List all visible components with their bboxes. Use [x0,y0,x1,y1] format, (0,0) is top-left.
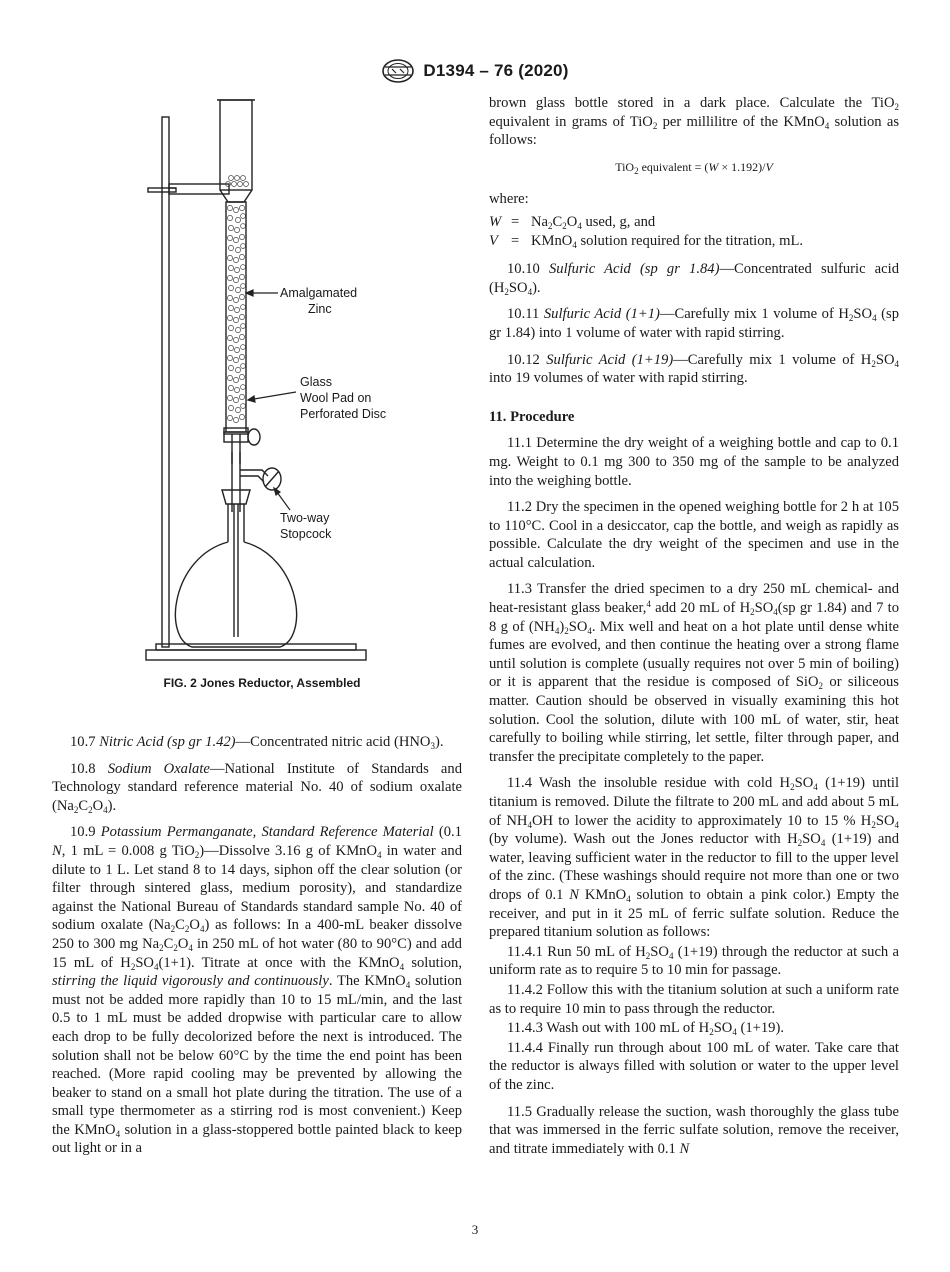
jones-reductor-figure [62,92,462,692]
para-11-3: 11.3 Transfer the dried specimen to a dry 250 mL chemical- and heat-resistant glass beaker,$^4$ add 20 mL of $H_2SO_4(sp$ gr 1.84) and 7 to 8 g of $(NH_4)_2SO_4$. Mix well and heat on a hot plate until dense white fumes are evolved, and then continue the heating over a strong flame until solution is complete (usually requires not over 5 min of boiling) or it is apparent that the residue is composed of SiO$_2$ or siliceous matter. Caution should be observed in visually examining this hot solution. Cool the solution, dilute with 100 mL of water, stir, heat carefully to boiling while stirring, let settle, filter through paper, and transfer the precipitate completely to the paper. [489,581,900,765]
document-id: D1394 – 76 (2020) [423,61,569,80]
where-v: V = KMnO$_4$ solution required for the titration, mL. [489,232,804,250]
receiving-flask [175,542,296,647]
para-11-4-1: 11.4.1 Run 50 mL of $H_2SO_4$ (1+19) through the reductor at such a uniform rate as to require 5 to 10 min for passage. [489,943,899,979]
page-number: 3 [471,1222,479,1237]
para-10-8: 10.8 Sodium Oxalate—National Institute of Standards and Technology standard reference material No. 40 of sodium oxalate $(Na_2C_2O_4)$. [52,760,462,815]
para-11-4-3: 11.4.3 Wash out with 100 mL of $H_2SO_4$ (1+19). [507,1020,784,1038]
astm-logo-icon [381,58,415,84]
para-11-4: 11.4 Wash the insoluble residue with cold $H_2SO_4$ (1+19) until titanium is removed. Dilute the filtrate to 200 mL and add about 5 mL of $NH_4OH$ to lower the acidity to approximately 10 to 15 % $H_2SO_4$ (by volume). Wash out the Jones reductor with $H_2SO_4$ (1+19) and water, leaving sufficient water in the reductor to fill to the upper level of the zinc. (These washings should require not more than one or two drops of 0.1 N KMnO$_4$ solution to obtain a pink color.) Empty the receiver, and put in it 25 mL of ferric sulfate solution. Reduce the prepared titanium solution as follows: [489,775,900,941]
where-label: where: [489,191,529,208]
para-11-2: 11.2 Dry the specimen in the opened weighing bottle for 2 h at 105 to 110°C. Cool in a desiccator, cap the bottle, and weigh as rapidly as possible. Calculate the dry weight of the specimen and use in the actual calculation. [489,499,899,571]
stand-rod [162,117,169,647]
left-column [52,733,462,1166]
label-two-way: Two-way [280,511,330,525]
para-11-1: 11.1 Determine the dry weight of a weighing bottle and cap to 0.1 mg. Weight to 0.1 mg 300 to 350 mg of the sample to be analyzed into the weighing bottle. [489,435,899,489]
label-zinc: Zinc [308,302,332,316]
label-stopcock: Stopcock [280,527,332,541]
label-glass: Glass [300,375,332,389]
label-amalgamated: Amalgamated [280,286,358,300]
figure-caption: FIG. 2 Jones Reductor, Assembled [163,676,361,690]
tio2-equation: TiO$_2$ equivalent = (W × 1.192)/V [615,159,773,176]
para-10-12: 10.12 Sulfuric Acid (1+19)—Carefully mix 1 volume of $H_2SO_4$ into 19 volumes of water with rapid stirring. [489,351,900,387]
para-11-5: 11.5 Gradually release the suction, wash thoroughly the glass tube that was immersed in the ferric sulfate solution, remove the receiver, and titrate immediately with 0.1 N [489,1103,899,1157]
para-continued: brown glass bottle stored in a dark place. Calculate the TiO$_2$ equivalent in grams of TiO$_2$ per millilitre of the KMnO$_4$ solution as follows: [489,95,899,149]
para-10-11: 10.11 Sulfuric Acid (1+1)—Carefully mix 1 volume of $H_2SO_4$ (sp gr 1.84) into 1 volume of water with rapid stirring. [489,306,899,341]
stand-base [146,650,366,660]
funnel [220,100,252,190]
para-10-10: 10.10 Sulfuric Acid (sp gr 1.84)—Concentrated sulfuric acid $(H_2SO_4)$. [489,261,899,297]
where-w: W = $Na_2C_2O_4$ used, g, and [489,213,656,231]
label-wool-pad: Wool Pad on [300,391,372,405]
label-perforated-disc: Perforated Disc [300,407,387,421]
para-11-4-4: 11.4.4 Finally run through about 100 mL of water. Take care that the reductor is always filled with solution or water to the upper level of the zinc. [489,1039,899,1093]
para-10-9: 10.9 Potassium Permanganate, Standard Reference Material (0.1 N, 1 mL = 0.008 g TiO$_2$)—Dissolve 3.16 g of KMnO$_4$ in water and dilute to 1 L. Let stand 8 to 14 days, siphon off the clear solution (or filter through sintered glass, medium porosity), and standardize against the National Bureau of Standards standard sample No. 40 of sodium oxalate $(Na_2C_2O_4)$ as follows: In a 400-mL beaker dissolve 250 to 300 mg $Na_2C_2O_4$ in 250 mL of hot water (80 to 90°C) and add 15 mL of $H_2SO_4(1+1)$. Titrate at once with the KMnO$_4$ solution, stirring the liquid vigorously and continuously. The KMnO$_4$ solution must not be added more rapidly than 10 to 15 mL/min, and the last 0.5 to 1 mL must be added dropwise with particular care to allow each drop to be fully decolorized before the next is introduced. The solution shall not be below 60°C by the time the end point has been reached. (More rapid cooling may be prevented by allowing the beaker to stand on a small hot plate during the titration. The use of a small type thermometer as a stirring rod is most convenient.) Keep the KMnO$_4$ solution in a glass-stoppered bottle painted black to keep out light or in a [52,824,463,1157]
para-11-4-2: 11.4.2 Follow this with the titanium solution at such a uniform rate as to require 10 min to pass through the reductor. [489,981,899,1017]
para-10-7: 10.7 Nitric Acid (sp gr 1.42)—Concentrated nitric acid $(HNO_3)$. [70,734,444,751]
page-header [0,58,950,89]
right-column [489,94,899,1166]
section-heading-procedure: 11. Procedure [489,408,575,425]
